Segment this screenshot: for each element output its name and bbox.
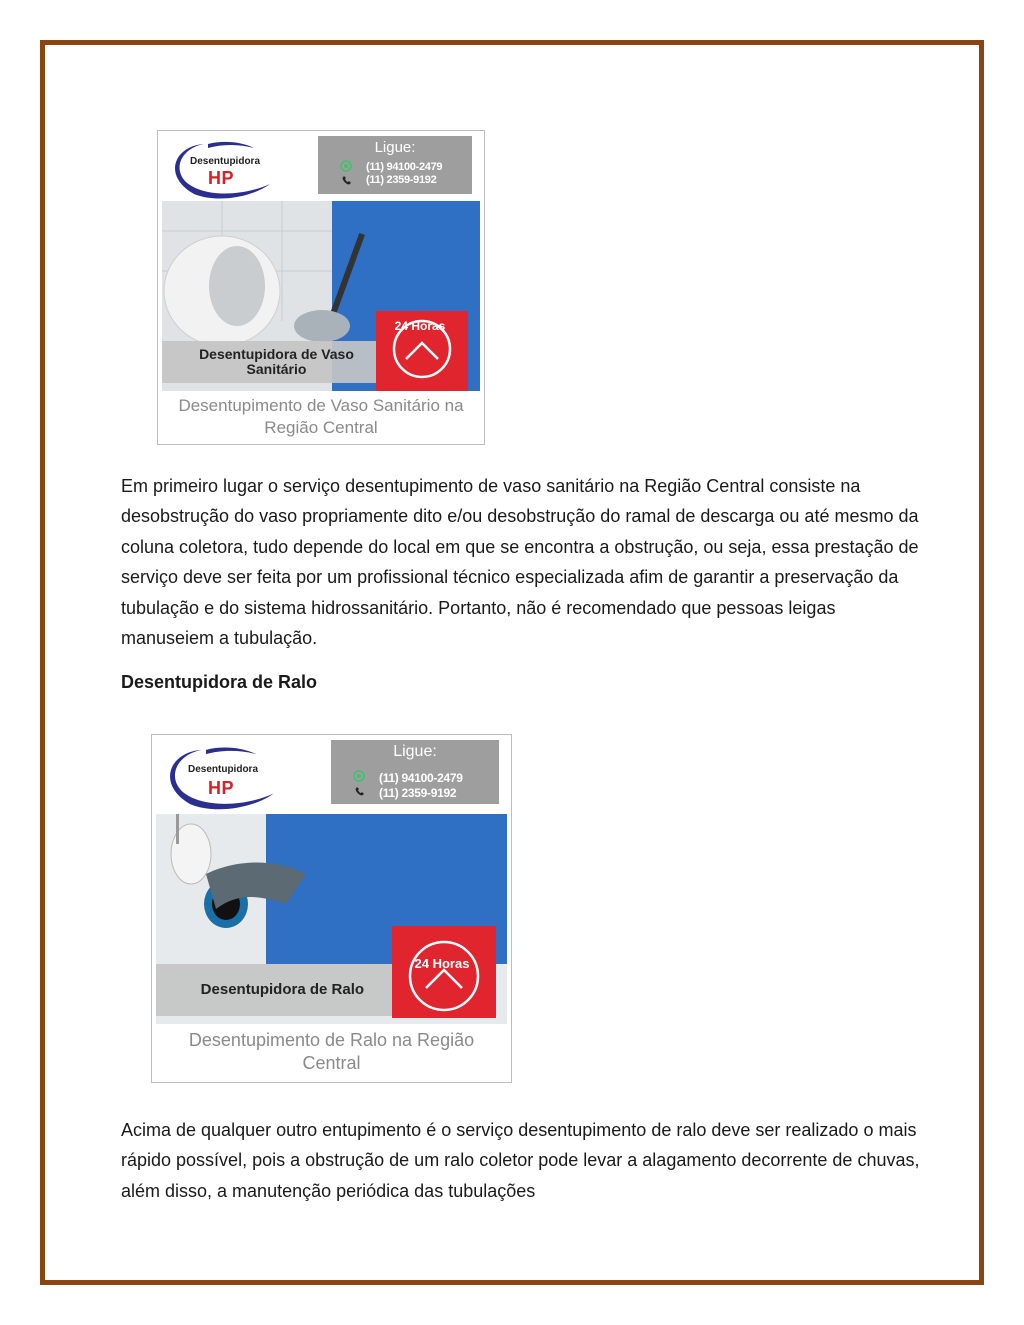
- 24h-badge-text: 24 Horas: [414, 956, 470, 971]
- company-logo: [158, 740, 278, 812]
- logo-small-text: Desentupidora: [190, 156, 261, 167]
- phone-number-2: (11) 2359-9192: [379, 786, 457, 800]
- 24h-badge: [374, 319, 466, 339]
- logo-big-text: HP: [208, 168, 235, 188]
- 24h-badge: [390, 956, 494, 976]
- section-heading: Desentupidora de Ralo: [121, 672, 318, 692]
- ad-header: [156, 738, 507, 816]
- service-photo: [156, 814, 507, 1024]
- phone-icon: [355, 786, 365, 796]
- whatsapp-icon: [353, 770, 365, 782]
- ad-header: [162, 134, 480, 202]
- figure-caption: Desentupimento de Ralo na Região Central: [188, 1030, 475, 1073]
- photo-caption-band: [156, 964, 409, 1016]
- logo-big-text: HP: [208, 778, 235, 798]
- phone-number-1: (11) 94100-2479: [366, 161, 443, 173]
- ligue-label: Ligue:: [393, 743, 437, 760]
- company-logo: [164, 136, 274, 200]
- photo-caption-band: [162, 341, 391, 383]
- phone-box: [331, 740, 499, 804]
- phone-number-2: (11) 2359-9192: [366, 174, 437, 186]
- phone-box: [318, 136, 472, 194]
- service-photo: [162, 201, 480, 391]
- band-text: Desentupidora de Vaso Sanitário: [199, 346, 354, 377]
- logo-small-text: Desentupidora: [188, 764, 259, 775]
- 24h-badge-text: 24 Horas: [394, 319, 446, 333]
- logo-swoosh-icon: [158, 740, 278, 812]
- paragraph-vaso: Em primeiro lugar o serviço desentupimento de vaso sanitário na Região Central consiste na desobstrução do vaso propriamente dito e/ou desobstrução do ramal de descarga ou até mesmo da coluna coletora, tudo depende do local em que se encontra a obstrução, ou seja, essa prestação de serviço deve ser feita por um profissional técnico especializada afim de garantir a preservação da tubulação e do sistema hidrossanitário. Portanto, não é recomendado que pessoas leigas manuseiem a tubulação.: [121, 476, 919, 649]
- whatsapp-icon: [340, 160, 352, 172]
- figure-caption: Desentupimento de Vaso Sanitário na Região Central: [178, 396, 464, 437]
- band-text: Desentupidora de Ralo: [200, 981, 365, 998]
- paragraph-ralo: Acima de qualquer outro entupimento é o serviço desentupimento de ralo deve ser realizado o mais rápido possível, pois a obstrução de um ralo coletor pode levar a alagamento decorrente de chuvas, além disso, a manutenção periódica das tubulações: [121, 1120, 920, 1201]
- phone-icon: [342, 175, 352, 185]
- figure-vaso-sanitario: [157, 130, 485, 445]
- ligue-label: Ligue:: [374, 139, 416, 156]
- figure-ralo: [151, 734, 512, 1083]
- phone-number-1: (11) 94100-2479: [379, 771, 463, 785]
